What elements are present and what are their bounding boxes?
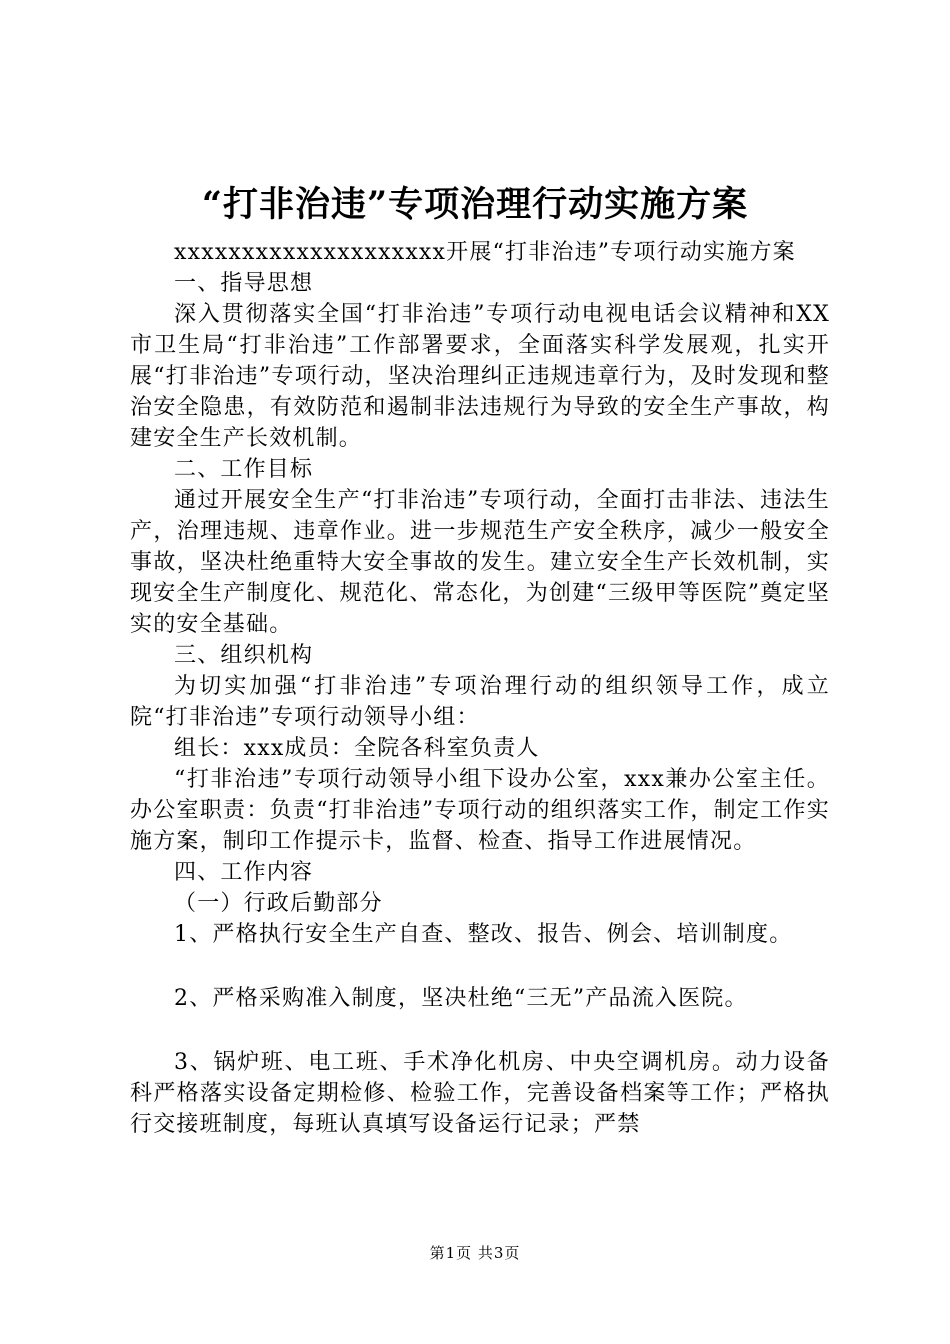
paragraph-guiding-ideology: 深入贯彻落实全国“打非治违”专项行动电视电话会议精神和XX市卫生局“打非治违”工作部署要求，全面落实科学发展观，扎实开展“打非治违”专项行动，坚决治理纠正违规违章行为，及时发现和整治安全隐患，有效防范和遏制非法违规行为导致的安全生产事故，构建安全生产长效机制。 [130, 302, 830, 451]
intro-paragraph: xxxxxxxxxxxxxxxxxxxx开展“打非治违”专项行动实施方案 [174, 240, 796, 265]
paragraph-office: “打非治违”专项行动领导小组下设办公室，xxx兼办公室主任。办公室职责：负责“打非治违”专项行动的组织落实工作，制定工作实施方案，制印工作提示卡，监督、检查、指导工作进展情况。 [130, 767, 830, 854]
page-number-footer: 第1页 共3页 [429, 1244, 521, 1262]
document-title: “打非治违”专项治理行动实施方案 [201, 184, 749, 225]
document-body [130, 237, 830, 1140]
section-heading-work-content: 四、工作内容 [174, 860, 314, 885]
list-item-2: 2、严格采购准入制度，坚决杜绝“三无”产品流入医院。 [174, 986, 748, 1011]
paragraph-team-members: 组长：xxx成员：全院各科室负责人 [174, 736, 540, 761]
paragraph-work-goals: 通过开展安全生产“打非治违”专项行动，全面打击非法、违法生产，治理违规、违章作业。进一步规范生产安全秩序，减少一般安全事故，坚决杜绝重特大安全事故的发生。建立安全生产长效机制，实现安全生产制度化、规范化、常态化，为创建“三级甲等医院”奠定坚实的安全基础。 [130, 488, 830, 637]
section-heading-organization: 三、组织机构 [174, 643, 314, 668]
paragraph-organization: 为切实加强“打非治违”专项治理行动的组织领导工作，成立院“打非治违”专项行动领导小组： [130, 674, 830, 730]
list-item-3: 3、锅炉班、电工班、手术净化机房、中央空调机房。动力设备科严格落实设备定期检修、检验工作，完善设备档案等工作；严格执行交接班制度，每班认真填写设备运行记录；严禁 [130, 1050, 830, 1137]
list-item-1: 1、严格执行安全生产自查、整改、报告、例会、培训制度。 [174, 922, 793, 947]
subsection-heading-admin-logistics: （一）行政后勤部分 [174, 891, 383, 916]
section-heading-work-goals: 二、工作目标 [174, 457, 314, 482]
section-heading-guiding-ideology: 一、指导思想 [174, 271, 314, 296]
